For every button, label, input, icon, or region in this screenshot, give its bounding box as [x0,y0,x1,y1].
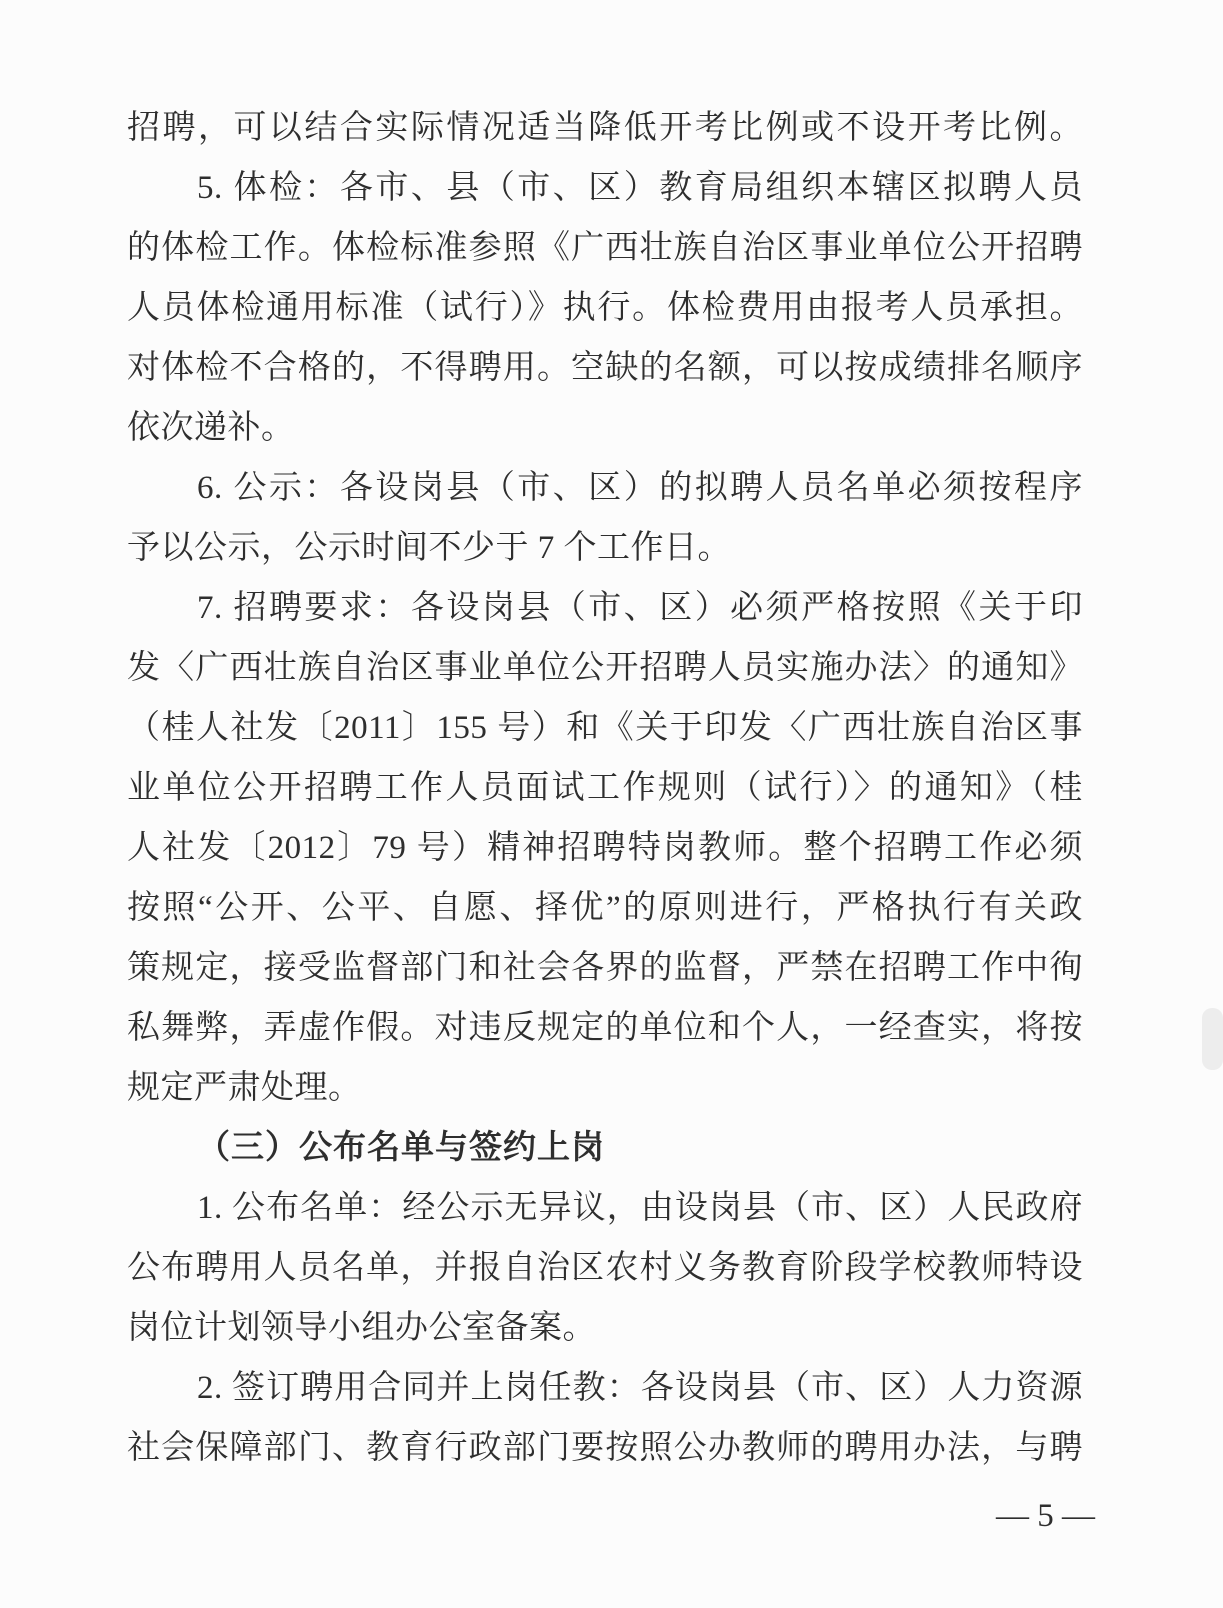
body-line: 策规定，接受监督部门和社会各界的监督，严禁在招聘工作中徇 [127,950,1083,986]
body-line: 招聘，可以结合实际情况适当降低开考比例或不设开考比例。 [127,110,1083,146]
body-line: 依次递补。 [127,410,295,446]
body-line: 业单位公开招聘工作人员面试工作规则（试行）〉的通知》（桂 [127,770,1083,806]
section-heading: （三）公布名单与签约上岗 [197,1130,605,1166]
body-line: 予以公示，公示时间不少于 7 个工作日。 [127,530,731,566]
paragraph-start-line: 5. 体检：各市、县（市、区）教育局组织本辖区拟聘人员 [197,170,1083,206]
page-number: — 5 — [996,1498,1095,1534]
body-line: （桂人社发〔2011〕155 号）和《关于印发〈广西壮族自治区事 [127,710,1083,746]
paragraph-start-line: 7. 招聘要求：各设岗县（市、区）必须严格按照《关于印 [197,590,1083,626]
body-line: 的体检工作。体检标准参照《广西壮族自治区事业单位公开招聘 [127,230,1083,266]
body-line: 人员体检通用标准（试行）》执行。体检费用由报考人员承担。 [127,290,1083,326]
body-line: 对体检不合格的，不得聘用。空缺的名额，可以按成绩排名顺序 [127,350,1083,386]
body-line: 发〈广西壮族自治区事业单位公开招聘人员实施办法〉的通知》 [127,650,1083,686]
body-line: 规定严肃处理。 [127,1070,362,1106]
body-line: 岗位计划领导小组办公室备案。 [127,1310,596,1346]
body-line: 公布聘用人员名单，并报自治区农村义务教育阶段学校教师特设 [127,1250,1083,1286]
body-line: 私舞弊，弄虚作假。对违反规定的单位和个人，一经查实，将按 [127,1010,1083,1046]
paragraph-start-line: 1. 公布名单：经公示无异议，由设岗县（市、区）人民政府 [197,1190,1083,1226]
body-line: 按照“公开、公平、自愿、择优”的原则进行，严格执行有关政 [127,890,1083,926]
body-line: 人社发〔2012〕79 号）精神招聘特岗教师。整个招聘工作必须 [127,830,1083,866]
scrollbar-thumb[interactable] [1202,1008,1223,1070]
paragraph-start-line: 2. 签订聘用合同并上岗任教：各设岗县（市、区）人力资源 [197,1370,1083,1406]
paragraph-start-line: 6. 公示：各设岗县（市、区）的拟聘人员名单必须按程序 [197,470,1083,506]
page-footer [996,1494,1095,1538]
document-body [127,98,1083,1478]
body-line: 社会保障部门、教育行政部门要按照公办教师的聘用办法，与聘 [127,1430,1083,1466]
